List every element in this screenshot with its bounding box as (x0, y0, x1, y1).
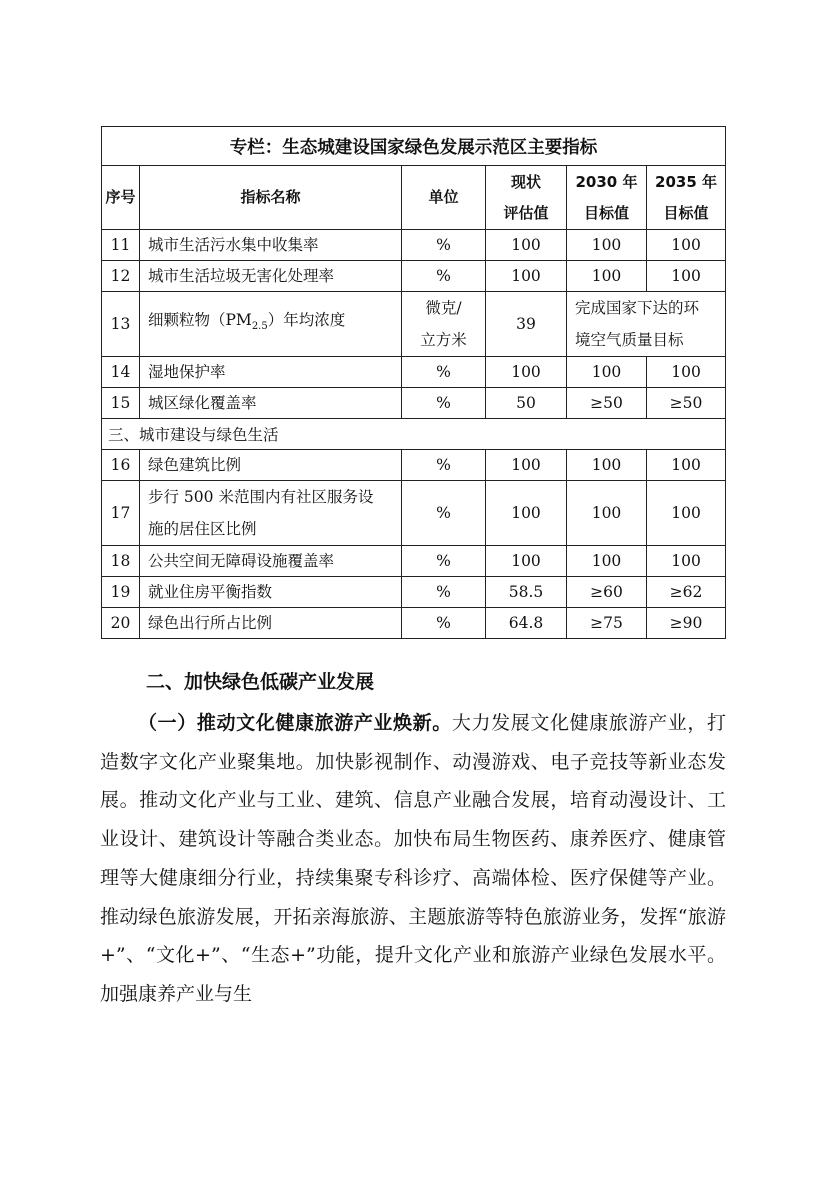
paragraph-body: 大力发展文化健康旅游产业，打造数字文化产业聚集地。加快影视制作、动漫游戏、电子竞技等新业态发展。推动文化产业与工业、建筑、信息产业融合发展，培育动漫设计、工业设计、建筑设计等融合类业态。加快布局生物医药、康养医疗、健康管理等大健康细分行业，持续集聚专科诊疗、高端体检、医疗保健等产业。推动绿色旅游发展，开拓亲海旅游、主题旅游等特色旅游业务，发挥“旅游+”、“文化+”、“生态+”功能，提升文化产业和旅游产业绿色发展水平。加强康养产业与生 (100, 712, 726, 1005)
cell-current: 58.5 (486, 577, 567, 608)
table-row (102, 357, 726, 388)
cell-2030: 100 (567, 261, 647, 292)
table-row (102, 388, 726, 419)
cell-unit: % (402, 261, 486, 292)
cell-2030: ≥60 (567, 577, 647, 608)
cell-name: 细颗粒物$(PM_{2.5})$年均浓度 (140, 292, 402, 357)
cell-unit: % (402, 608, 486, 639)
cell-2035: 100 (647, 450, 726, 481)
cell-name: 城市生活污水集中收集率 (140, 230, 402, 261)
cell-2030: 100 (567, 450, 647, 481)
cell-2035: ≥50 (647, 388, 726, 419)
cell-index: 11 (102, 230, 140, 261)
cell-index: 18 (102, 546, 140, 577)
cell-name: 绿色建筑比例 (140, 450, 402, 481)
cell-index: 14 (102, 357, 140, 388)
cell-current: 100 (486, 357, 567, 388)
table-row (102, 450, 726, 481)
cell-current: 64.8 (486, 608, 567, 639)
table-row (102, 577, 726, 608)
cell-2035: ≥62 (647, 577, 726, 608)
cell-unit: % (402, 357, 486, 388)
table-row (102, 292, 726, 357)
section-row (102, 419, 726, 450)
cell-index: 12 (102, 261, 140, 292)
cell-index: 17 (102, 481, 140, 546)
cell-current: 100 (486, 230, 567, 261)
cell-unit: % (402, 546, 486, 577)
body-paragraph (100, 704, 726, 1014)
table-row (102, 608, 726, 639)
cell-2030: ≥75 (567, 608, 647, 639)
indicator-table (101, 126, 726, 639)
cell-index: 13 (102, 292, 140, 357)
table-row (102, 261, 726, 292)
cell-index: 15 (102, 388, 140, 419)
cell-unit: 微克/ 立方米 (402, 292, 486, 357)
cell-2035: ≥90 (647, 608, 726, 639)
paragraph-lead: （一）推动文化健康旅游产业焕新。 (138, 712, 452, 734)
cell-2035: 100 (647, 230, 726, 261)
cell-name: 绿色出行所占比例 (140, 608, 402, 639)
cell-current: 100 (486, 546, 567, 577)
cell-name: 就业住房平衡指数 (140, 577, 402, 608)
cell-unit: % (402, 450, 486, 481)
cell-current: 39 (486, 292, 567, 357)
cell-2030: 100 (567, 481, 647, 546)
header-unit: 单位 (402, 166, 486, 230)
cell-2035: 100 (647, 546, 726, 577)
cell-current: 100 (486, 450, 567, 481)
cell-index: 20 (102, 608, 140, 639)
cell-name: 步行 500 米范围内有社区服务设 施的居住区比例 (140, 481, 402, 546)
cell-index: 19 (102, 577, 140, 608)
header-current: 现状 评估值 (486, 166, 567, 230)
cell-unit: % (402, 481, 486, 546)
cell-unit: % (402, 388, 486, 419)
header-index: 序号 (102, 166, 140, 230)
cell-current: 100 (486, 261, 567, 292)
cell-name: 公共空间无障碍设施覆盖率 (140, 546, 402, 577)
table-title: 专栏：生态城建设国家绿色发展示范区主要指标 (102, 127, 726, 166)
cell-2030: 100 (567, 546, 647, 577)
cell-unit: % (402, 577, 486, 608)
cell-2035: 100 (647, 481, 726, 546)
cell-2035: 100 (647, 357, 726, 388)
cell-2030: ≥50 (567, 388, 647, 419)
cell-unit: % (402, 230, 486, 261)
cell-name: 城市生活垃圾无害化处理率 (140, 261, 402, 292)
header-2035: 2035 年 目标值 (647, 166, 726, 230)
section-label: 三、城市建设与绿色生活 (102, 419, 726, 450)
header-2030: 2030 年 目标值 (567, 166, 647, 230)
cell-2035: 100 (647, 261, 726, 292)
table-row (102, 481, 726, 546)
cell-index: 16 (102, 450, 140, 481)
cell-target-note: 完成国家下达的环 境空气质量目标 (567, 292, 726, 357)
table-row (102, 230, 726, 261)
table-row (102, 546, 726, 577)
cell-name: 城区绿化覆盖率 (140, 388, 402, 419)
cell-current: 50 (486, 388, 567, 419)
cell-2030: 100 (567, 357, 647, 388)
cell-current: 100 (486, 481, 567, 546)
cell-2030: 100 (567, 230, 647, 261)
header-name: 指标名称 (140, 166, 402, 230)
section-heading: 二、加快绿色低碳产业发展 (146, 671, 375, 693)
cell-name: 湿地保护率 (140, 357, 402, 388)
